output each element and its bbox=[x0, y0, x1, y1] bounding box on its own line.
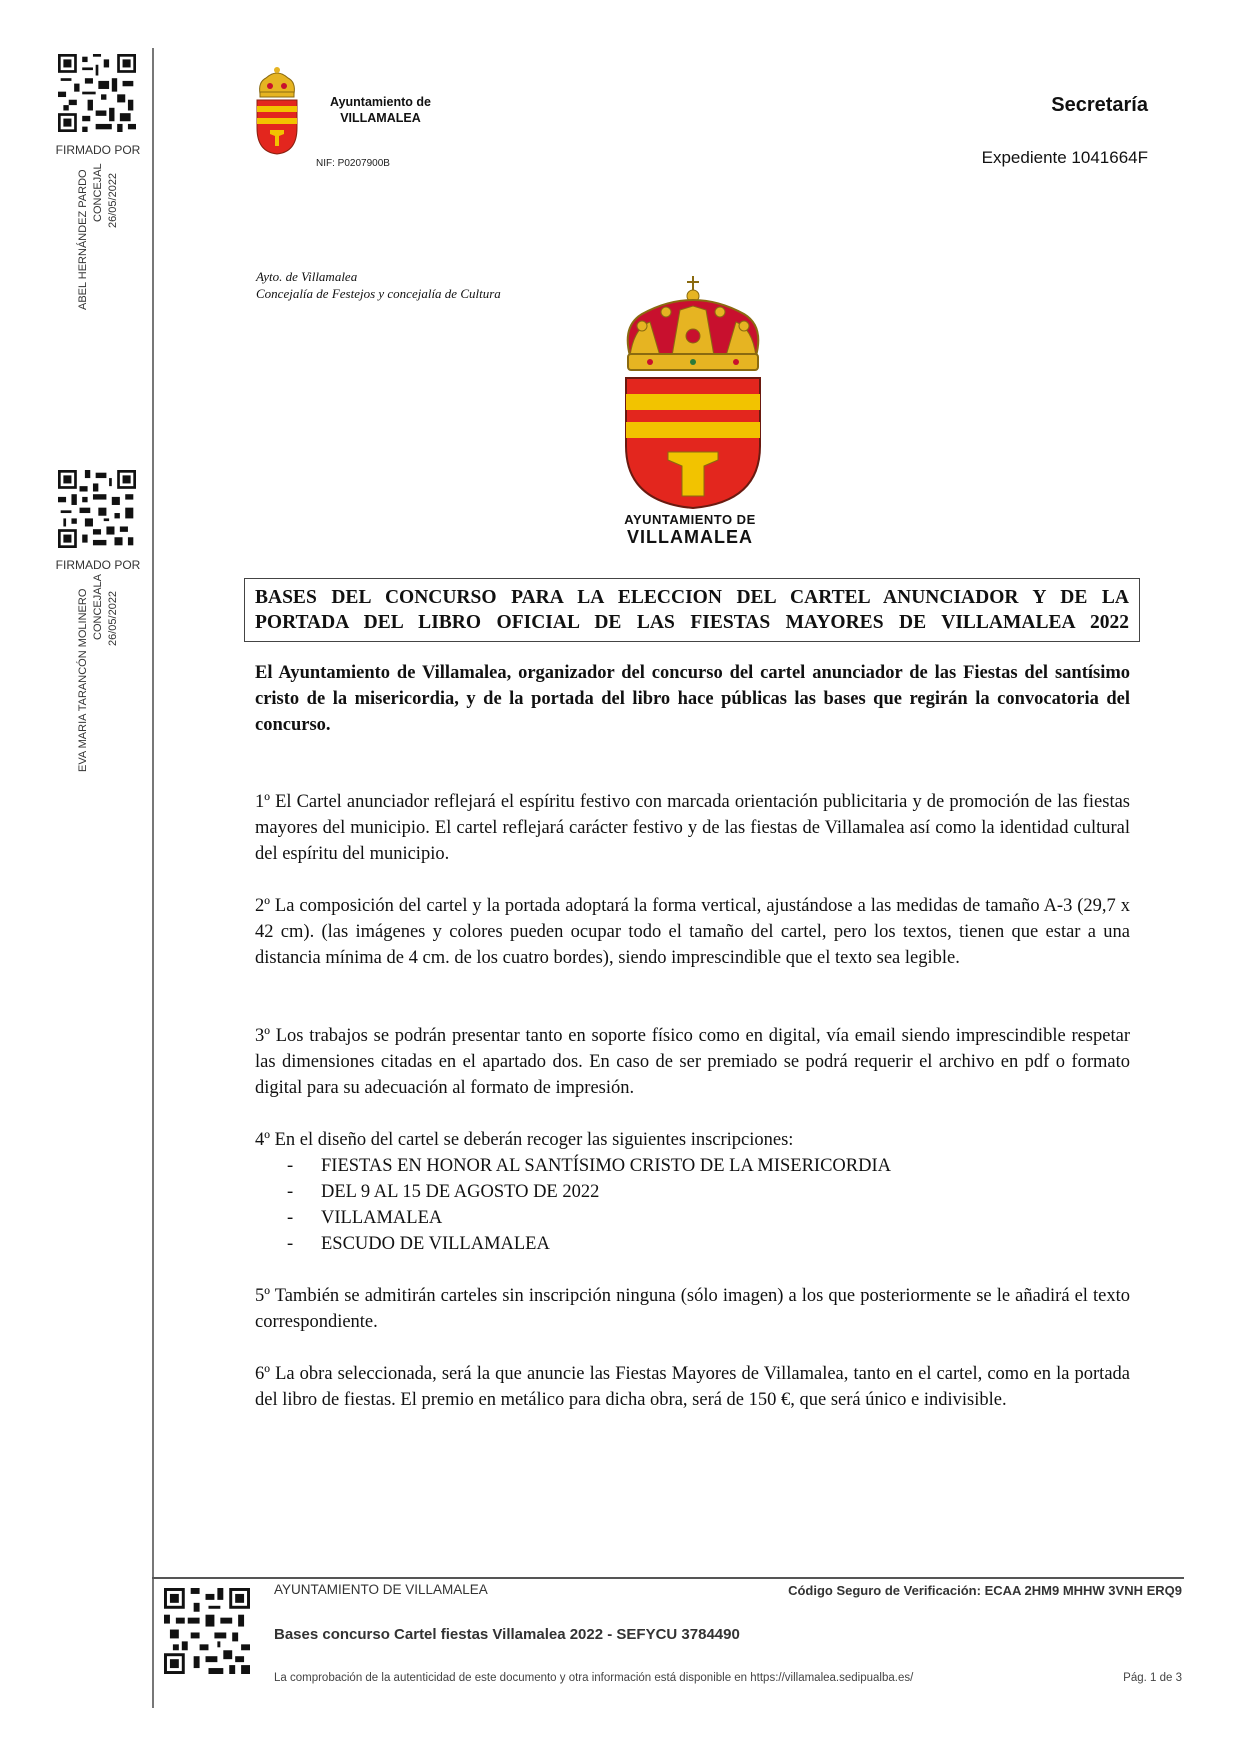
clause-1: 1º El Cartel anunciador reflejará el espíritu festivo con marcada orientación publicitaria y de promoción de las fiestas mayores del municipio. El cartel reflejará carácter festivo y de las fiestas de Villamalea así como la identidad cultural del espíritu del municipio. bbox=[255, 792, 1130, 864]
signed-by-label: FIRMADO POR bbox=[55, 558, 141, 572]
clause-2: 2º La composición del cartel y la portada adoptará la forma vertical, ajustándose a las medidas de tamaño A-3 (29,7 x 42 cm). (las imágenes y colores pueden ocupar todo el tamaño del cartel, pero los textos, tienen que estar a una distancia mínima de 4 cm. de los cuatro bordes), siendo imprescindible que el texto sea legible. bbox=[255, 896, 1130, 968]
org-name bbox=[330, 94, 431, 126]
dept-line2: Concejalía de Festejos y concejalía de Cultura bbox=[256, 286, 501, 301]
title-line1: BASES DEL CONCURSO PARA LA ELECCION DEL CARTEL ANUNCIADOR Y DE LA bbox=[255, 587, 1129, 608]
signed-by-label: FIRMADO POR bbox=[55, 143, 141, 157]
signature-date: 26/05/2022 bbox=[107, 172, 119, 228]
shield-caption-line1: AYUNTAMIENTO DE bbox=[624, 512, 756, 527]
signature-role: CONCEJALA bbox=[92, 573, 104, 640]
footer-document-title: Bases concurso Cartel fiestas Villamalea 2022 - SEFYCU 3784490 bbox=[274, 1626, 740, 1643]
dept-line1: Ayto. de Villamalea bbox=[256, 269, 358, 284]
shield-caption bbox=[580, 512, 800, 548]
document-title bbox=[244, 578, 1140, 642]
page-number: Pág. 1 de 3 bbox=[1123, 1672, 1182, 1684]
qr-code-icon bbox=[58, 470, 136, 548]
org-name-line1: Ayuntamiento de bbox=[330, 95, 431, 109]
inscriptions-list bbox=[255, 1153, 1130, 1257]
signature-name: ABEL HERNÁNDEZ PARDO bbox=[77, 169, 89, 310]
shield-caption-line2: VILLAMALEA bbox=[627, 527, 753, 547]
footer-qr-code-icon bbox=[164, 1588, 250, 1674]
issuing-department bbox=[256, 268, 501, 302]
coat-of-arms-icon bbox=[252, 64, 302, 156]
nif-text: NIF: P0207900B bbox=[316, 158, 390, 169]
signature-name: EVA MARIA TARANCÓN MOLINERO bbox=[77, 588, 89, 772]
signature-role: CONCEJAL bbox=[92, 163, 104, 222]
large-coat-of-arms-icon bbox=[620, 276, 766, 510]
clause-4: 4º En el diseño del cartel se deberán recoger las siguientes inscripciones: bbox=[255, 1130, 794, 1150]
footer-divider bbox=[152, 1577, 1184, 1579]
list-item: - FIESTAS EN HONOR AL SANTÍSIMO CRISTO DE LA MISERICORDIA bbox=[255, 1153, 1130, 1179]
verification-code: Código Seguro de Verificación: ECAA 2HM9 MHHW 3VNH ERQ9 bbox=[788, 1583, 1182, 1598]
title-line2: PORTADA DEL LIBRO OFICIAL DE LAS FIESTAS MAYORES DE VILLAMALEA 2022 bbox=[255, 612, 1129, 633]
signature-strip-divider bbox=[152, 48, 154, 1708]
org-name-line2: VILLAMALEA bbox=[340, 111, 421, 125]
list-item: - ESCUDO DE VILLAMALEA bbox=[255, 1231, 1130, 1257]
intro-paragraph: El Ayuntamiento de Villamalea, organizador del concurso del cartel anunciador de las Fiestas del santísimo cristo de la misericordia, y de la portada del libro hace públicas las bases que regirán la convocatoria del concurso. bbox=[255, 663, 1130, 735]
file-number: Expediente 1041664F bbox=[981, 148, 1148, 167]
signature-date: 26/05/2022 bbox=[107, 590, 119, 646]
clause-3: 3º Los trabajos se podrán presentar tanto en soporte físico como en digital, vía email siendo imprescindible respetar las dimensiones citadas en el apartado dos. En caso de ser premiado se podrá requerir el archivo en pdf o formato digital para su adecuación al formato de impresión. bbox=[255, 1026, 1130, 1098]
list-item: - VILLAMALEA bbox=[255, 1205, 1130, 1231]
list-item: - DEL 9 AL 15 DE AGOSTO DE 2022 bbox=[255, 1179, 1130, 1205]
department-title: Secretaría bbox=[1051, 94, 1148, 116]
footer-organization: AYUNTAMIENTO DE VILLAMALEA bbox=[274, 1582, 488, 1597]
clause-6: 6º La obra seleccionada, será la que anuncie las Fiestas Mayores de Villamalea, tanto en el cartel, como en la portada del libro de fiestas. El premio en metálico para dicha obra, será de 150 €, que será único e indivisible. bbox=[255, 1364, 1130, 1410]
authenticity-note: La comprobación de la autenticidad de este documento y otra información está disponible en https://villamalea.sedipualba.es/ bbox=[274, 1672, 914, 1684]
qr-code-icon bbox=[58, 54, 136, 132]
clause-5: 5º También se admitirán carteles sin inscripción ninguna (sólo imagen) a los que posteriormente se le añadirá el texto correspondiente. bbox=[255, 1286, 1130, 1332]
